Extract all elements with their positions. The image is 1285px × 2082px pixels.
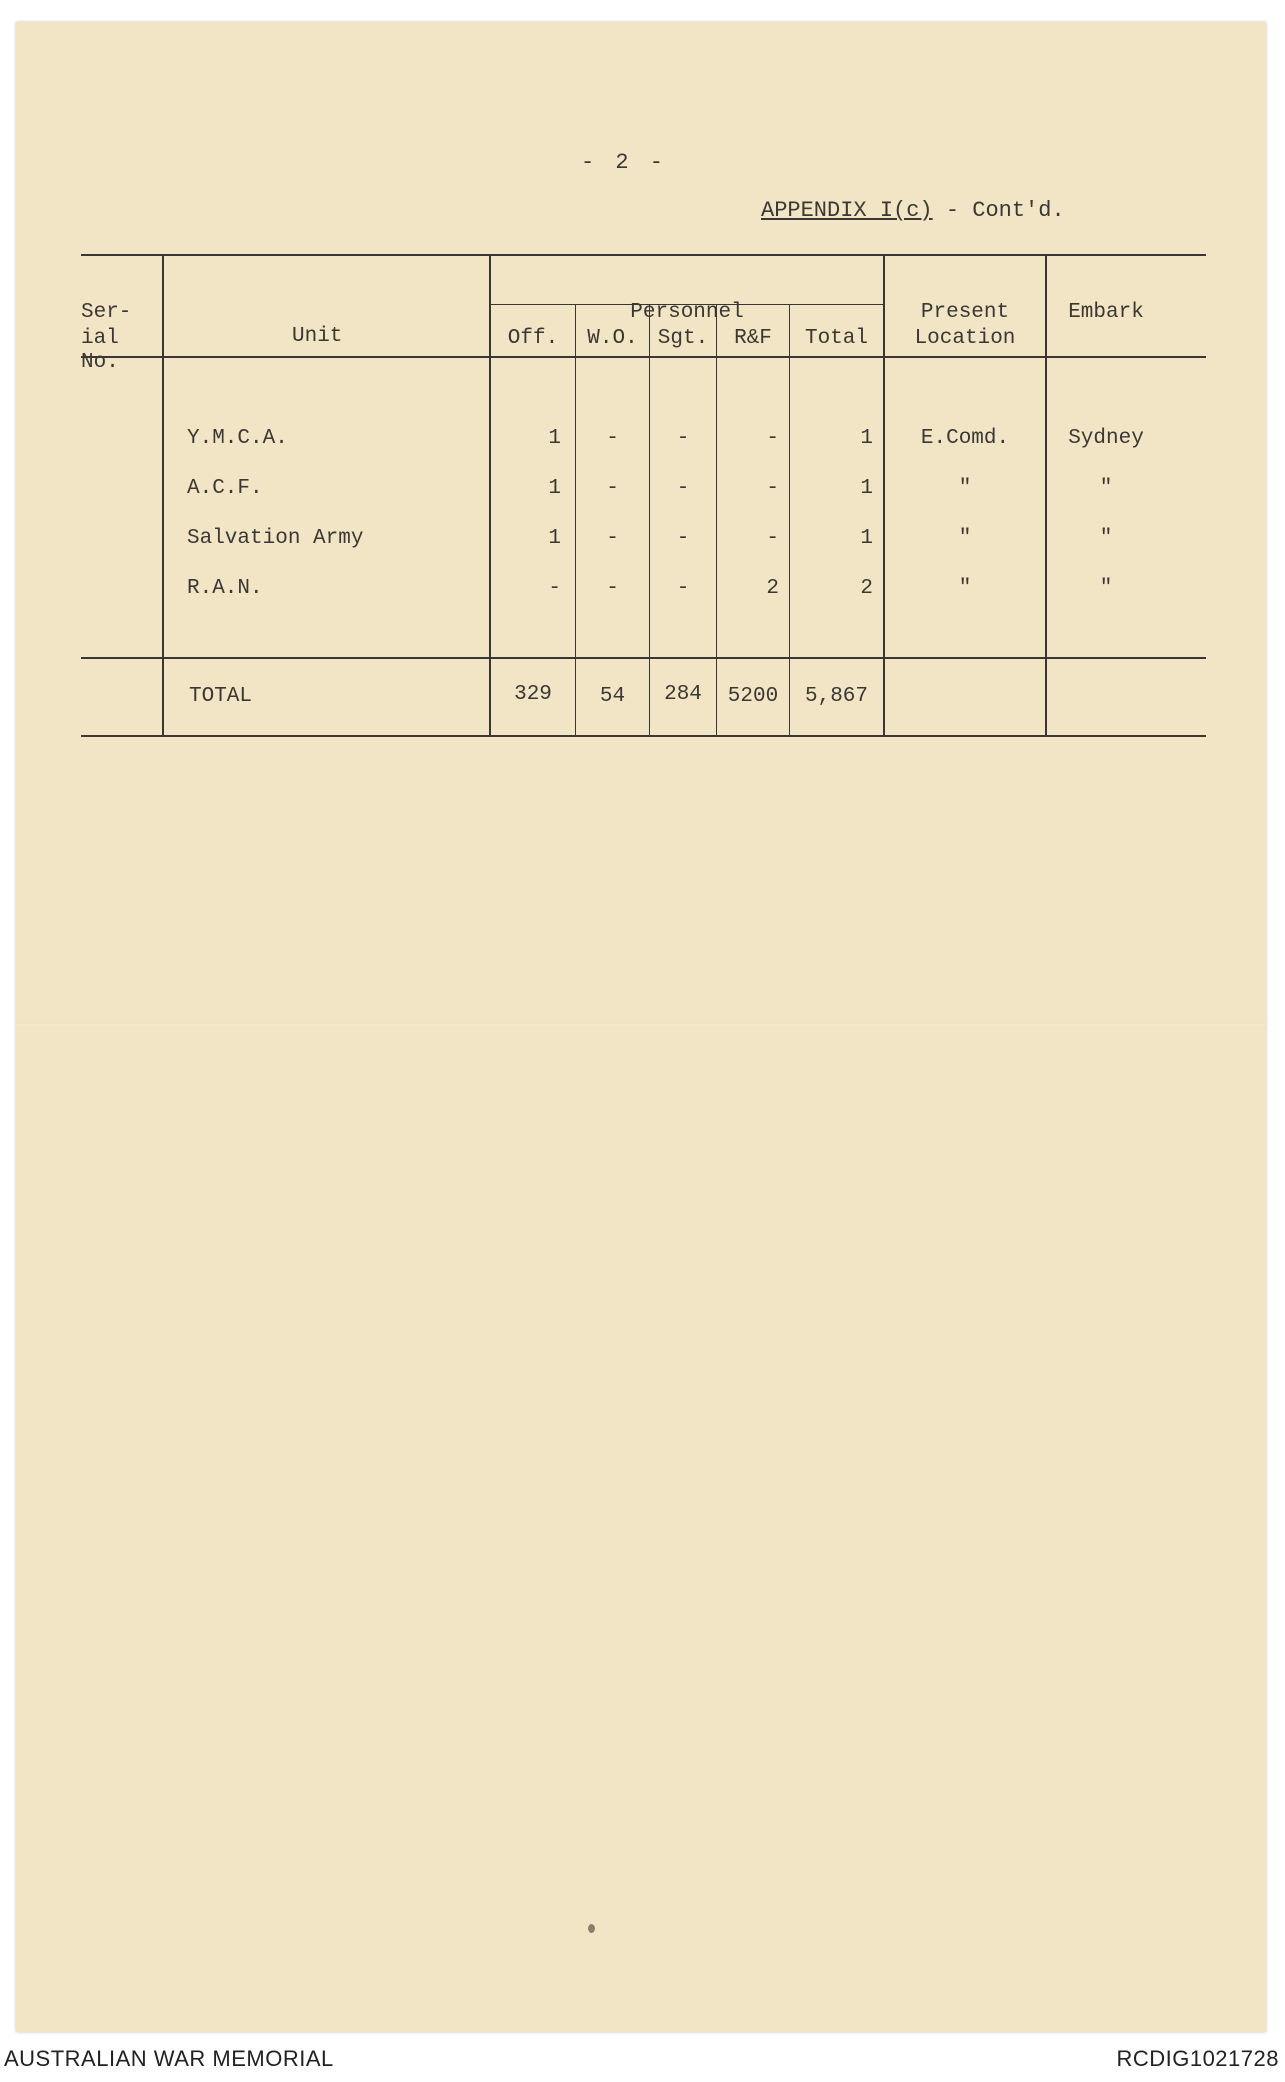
appendix-title: APPENDIX I(c) bbox=[761, 198, 933, 223]
row-3-location: " bbox=[958, 527, 972, 550]
page-number: - 2 - bbox=[581, 150, 668, 175]
paper-mark bbox=[588, 1924, 595, 1933]
row-2-embark: " bbox=[1099, 477, 1113, 500]
row-1-total: 1 bbox=[860, 427, 873, 450]
row-3-rf: - bbox=[766, 527, 779, 550]
row-4-off: - bbox=[548, 577, 561, 600]
footer-archive-name: AUSTRALIAN WAR MEMORIAL bbox=[4, 2046, 334, 2071]
footer-record-id: RCDIG1021728 bbox=[1116, 2046, 1279, 2071]
row-4-location: " bbox=[958, 577, 972, 600]
row-4-unit: R.A.N. bbox=[187, 577, 263, 600]
row-4-total: 2 bbox=[860, 577, 873, 600]
header-personnel: Personnel bbox=[630, 301, 744, 324]
row-4-embark: " bbox=[1099, 577, 1113, 600]
row-2-total: 1 bbox=[860, 477, 873, 500]
total-off: 329 bbox=[514, 683, 552, 706]
personnel-table bbox=[81, 254, 1206, 748]
row-3-wo: - bbox=[606, 527, 619, 550]
header-embark: Embark bbox=[1068, 301, 1144, 324]
row-4-sgt: - bbox=[676, 577, 690, 600]
row-2-off: 1 bbox=[548, 477, 561, 500]
header-rf: R&F bbox=[734, 327, 772, 350]
header-wo: W.O. bbox=[587, 327, 638, 350]
appendix-suffix: - Cont'd. bbox=[932, 198, 1065, 223]
row-1-wo: - bbox=[606, 427, 619, 450]
row-1-rf: - bbox=[766, 427, 779, 450]
header-sgt: Sgt. bbox=[657, 327, 709, 350]
row-2-location: " bbox=[958, 477, 972, 500]
row-1-sgt: - bbox=[676, 427, 690, 450]
total-top-rule bbox=[81, 657, 1206, 659]
row-3-sgt: - bbox=[676, 527, 690, 550]
row-3-off: 1 bbox=[548, 527, 561, 550]
header-serial-3: No. bbox=[81, 351, 119, 374]
col-rule-serial bbox=[162, 254, 164, 737]
total-total: 5,867 bbox=[804, 685, 868, 708]
col-rule-wo bbox=[649, 304, 650, 737]
row-3-total: 1 bbox=[860, 527, 873, 550]
row-1-embark: Sydney bbox=[1068, 427, 1144, 450]
header-total: Total bbox=[804, 327, 868, 350]
row-4-rf: 2 bbox=[766, 577, 779, 600]
col-rule-sgt bbox=[716, 304, 717, 737]
row-2-rf: - bbox=[766, 477, 779, 500]
row-1-off: 1 bbox=[548, 427, 561, 450]
document-page bbox=[16, 22, 1266, 2032]
row-2-sgt: - bbox=[676, 477, 690, 500]
total-wo: 54 bbox=[599, 685, 626, 708]
header-unit: Unit bbox=[292, 325, 343, 348]
header-location: Location bbox=[914, 327, 1016, 350]
row-2-wo: - bbox=[606, 477, 619, 500]
col-rule-rf bbox=[789, 304, 790, 737]
row-1-location: E.Comd. bbox=[920, 427, 1010, 450]
row-3-embark: " bbox=[1099, 527, 1113, 550]
appendix-heading bbox=[761, 198, 1065, 223]
header-serial-1: Ser- bbox=[81, 301, 132, 324]
row-3-unit: Salvation Army bbox=[187, 527, 364, 550]
total-label: TOTAL bbox=[189, 685, 253, 708]
row-4-wo: - bbox=[606, 577, 619, 600]
table-top-rule bbox=[81, 254, 1206, 256]
total-sgt: 284 bbox=[664, 683, 702, 706]
table-bottom-rule bbox=[81, 735, 1206, 737]
header-present: Present bbox=[920, 301, 1010, 324]
row-1-unit: Y.M.C.A. bbox=[187, 427, 288, 450]
header-bottom-rule bbox=[81, 356, 1206, 358]
header-serial-2: ial bbox=[81, 327, 119, 350]
header-off: Off. bbox=[507, 327, 559, 350]
col-rule-off bbox=[575, 304, 576, 737]
total-rf: 5200 bbox=[727, 685, 779, 708]
row-2-unit: A.C.F. bbox=[187, 477, 263, 500]
